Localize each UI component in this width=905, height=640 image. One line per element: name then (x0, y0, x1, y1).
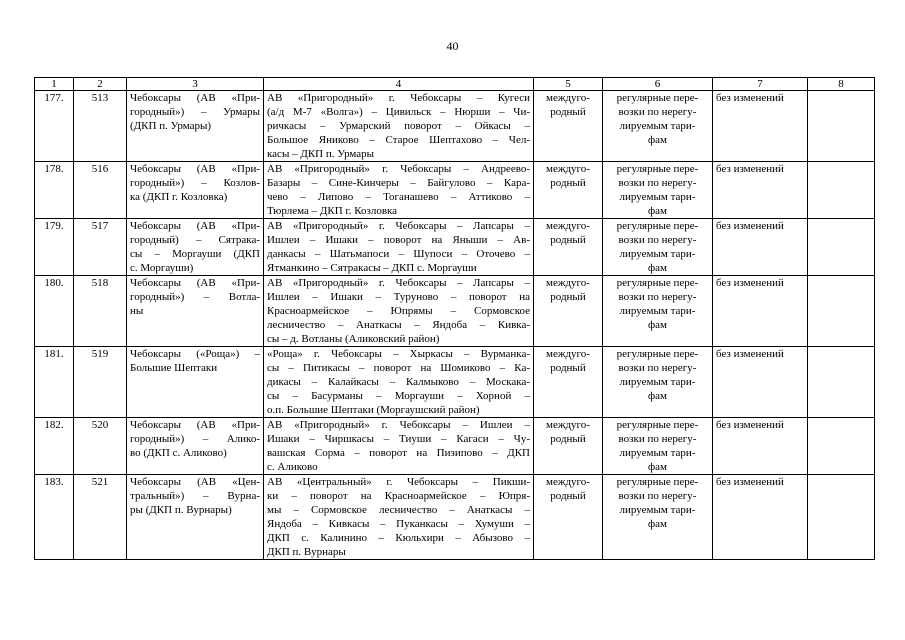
transport-type-cell-line: регулярные пере- (616, 419, 699, 431)
route-stops-cell-line: касы – ДКП п. Урмары (267, 148, 375, 160)
note-cell (808, 475, 875, 560)
note-cell (808, 91, 875, 162)
row-number-cell: 179. (35, 219, 74, 276)
table-row (35, 276, 875, 347)
route-name-cell-line: городный») – Козлов- (130, 177, 260, 189)
route-name-cell-line: Чебоксары (АВ «При- (130, 277, 260, 289)
route-stops-cell-line: вашская Сорма – поворот на Пизипово – ДКП (267, 447, 530, 459)
route-name-cell-line: ка (ДКП г. Козловка) (130, 191, 228, 203)
route-name-cell-line: городный») – Урмары (130, 106, 260, 118)
route-kind-cell-line: междуго- (546, 348, 590, 360)
transport-type-cell-line: возки по нерегу- (618, 362, 697, 374)
header-cell: 7 (713, 78, 808, 91)
route-kind-cell-line: родный (550, 433, 586, 445)
header-cell: 8 (808, 78, 875, 91)
transport-type-cell-line: возки по нерегу- (618, 177, 697, 189)
route-stops-cell-line: Ишаки – Чиршкасы – Тиуши – Кагаси – Чу- (267, 433, 530, 445)
transport-type-cell-line: регулярные пере- (616, 348, 699, 360)
transport-type-cell (603, 276, 713, 347)
route-stops-cell-line: АВ «Пригородный» г. Чебоксары – Кугеси (267, 92, 530, 104)
route-stops-cell-line: сы – д. Вотланы (Аликовский район) (267, 333, 440, 345)
transport-type-cell-line: возки по нерегу- (618, 433, 697, 445)
route-stops-cell-line: с. Аликово (267, 461, 318, 473)
route-stops-cell (264, 219, 534, 276)
route-kind-cell-line: родный (550, 177, 586, 189)
route-stops-cell-line: Ишлеи – Ишаки – поворот на Яныши – Ав- (267, 234, 530, 246)
transport-type-cell-line: лируемым тари- (619, 447, 696, 459)
route-stops-cell (264, 276, 534, 347)
table-row (35, 162, 875, 219)
route-name-cell-line: тральный») – Вурна- (130, 490, 260, 502)
route-stops-cell-line: Ятманкино – Сятракасы – ДКП с. Моргауши (267, 262, 477, 274)
route-kind-cell-line: междуго- (546, 163, 590, 175)
route-number-cell: 519 (74, 347, 127, 418)
transport-type-cell (603, 418, 713, 475)
route-kind-cell-line: родный (550, 291, 586, 303)
route-stops-cell-line: о.п. Большие Шептаки (Моргаушский район) (267, 404, 480, 416)
route-stops-cell-line: Базары – Сине-Кинчеры – Байгулово – Кара- (267, 177, 530, 189)
route-stops-cell-line: лесничество – Анаткасы – Яндоба – Кивка- (267, 319, 530, 331)
note-cell (808, 162, 875, 219)
route-stops-cell (264, 347, 534, 418)
route-number-cell: 516 (74, 162, 127, 219)
transport-type-cell-line: регулярные пере- (616, 92, 699, 104)
route-stops-cell-line: ДКП с. Калинино – Кюльхири – Абызово – (267, 532, 530, 544)
transport-type-cell-line: фам (648, 205, 667, 217)
route-stops-cell-line: АВ «Центральный» г. Чебоксары – Пикши- (267, 476, 530, 488)
header-cell: 2 (74, 78, 127, 91)
route-name-cell (127, 162, 264, 219)
routes-table (34, 77, 875, 560)
change-cell: без изменений (713, 475, 808, 560)
row-number-cell: 182. (35, 418, 74, 475)
route-kind-cell (534, 475, 603, 560)
route-name-cell-line: Чебоксары (АВ «Цен- (130, 476, 260, 488)
route-stops-cell-line: сы – Басурманы – Моргауши – Хорной – (267, 390, 530, 402)
transport-type-cell-line: фам (648, 461, 667, 473)
transport-type-cell-line: лируемым тари- (619, 248, 696, 260)
transport-type-cell-line: регулярные пере- (616, 277, 699, 289)
transport-type-cell (603, 475, 713, 560)
route-stops-cell (264, 91, 534, 162)
route-name-cell-line: с. Моргауши) (130, 262, 194, 274)
route-name-cell-line: ры (ДКП п. Вурнары) (130, 504, 232, 516)
route-number-cell: 517 (74, 219, 127, 276)
note-cell (808, 418, 875, 475)
transport-type-cell-line: лируемым тари- (619, 376, 696, 388)
transport-type-cell-line: фам (648, 390, 667, 402)
route-kind-cell (534, 418, 603, 475)
route-stops-cell-line: чево – Липово – Тоганашево – Аттиково – (267, 191, 530, 203)
route-stops-cell-line: АВ «Пригородный» г. Чебоксары – Лапсары – (267, 277, 530, 289)
route-stops-cell-line: АВ «Пригородный» г. Чебоксары – Андреево- (267, 163, 530, 175)
route-kind-cell-line: родный (550, 362, 586, 374)
table-row (35, 219, 875, 276)
transport-type-cell-line: возки по нерегу- (618, 291, 697, 303)
route-number-cell: 518 (74, 276, 127, 347)
header-cell: 6 (603, 78, 713, 91)
transport-type-cell-line: регулярные пере- (616, 476, 699, 488)
header-row (35, 78, 875, 91)
transport-type-cell (603, 91, 713, 162)
change-cell: без изменений (713, 276, 808, 347)
transport-type-cell (603, 347, 713, 418)
transport-type-cell-line: фам (648, 262, 667, 274)
transport-type-cell-line: возки по нерегу- (618, 490, 697, 502)
transport-type-cell-line: лируемым тари- (619, 305, 696, 317)
route-kind-cell (534, 347, 603, 418)
route-stops-cell-line: мы – Сормовское лесничество – Анаткасы – (267, 504, 530, 516)
transport-type-cell-line: фам (648, 134, 667, 146)
route-stops-cell-line: Большое Яниково – Старое Шептахово – Чел- (267, 134, 530, 146)
route-stops-cell-line: сы – Питикасы – поворот на Шомиково – Ка- (267, 362, 530, 374)
route-name-cell-line: Чебоксары (АВ «При- (130, 419, 260, 431)
route-kind-cell-line: родный (550, 106, 586, 118)
route-name-cell (127, 219, 264, 276)
route-kind-cell-line: междуго- (546, 220, 590, 232)
transport-type-cell-line: возки по нерегу- (618, 234, 697, 246)
transport-type-cell-line: лируемым тари- (619, 504, 696, 516)
route-name-cell-line: городный) – Сятрака- (130, 234, 260, 246)
route-kind-cell-line: междуго- (546, 277, 590, 289)
route-name-cell (127, 347, 264, 418)
table-row (35, 418, 875, 475)
route-name-cell (127, 91, 264, 162)
route-name-cell-line: Большие Шептаки (130, 362, 218, 374)
route-name-cell-line: Чебоксары (АВ «При- (130, 163, 260, 175)
route-stops-cell-line: данкасы – Шатьмапоси – Шупоси – Оточево – (267, 248, 530, 260)
table-row (35, 91, 875, 162)
transport-type-cell-line: регулярные пере- (616, 163, 699, 175)
route-stops-cell-line: дикасы – Калайкасы – Калмыково – Москака- (267, 376, 530, 388)
header-cell: 1 (35, 78, 74, 91)
route-kind-cell-line: междуго- (546, 92, 590, 104)
page-number: 40 (446, 39, 459, 53)
transport-type-cell-line: возки по нерегу- (618, 106, 697, 118)
transport-type-cell (603, 162, 713, 219)
row-number-cell: 177. (35, 91, 74, 162)
transport-type-cell-line: регулярные пере- (616, 220, 699, 232)
route-name-cell-line: Чебоксары («Роща») – (130, 348, 260, 360)
route-kind-cell-line: родный (550, 490, 586, 502)
route-name-cell-line: городный») – Вотла- (130, 291, 260, 303)
route-name-cell (127, 276, 264, 347)
route-stops-cell-line: Ишлеи – Ишаки – Туруново – поворот на (267, 291, 530, 303)
header-cell: 5 (534, 78, 603, 91)
route-stops-cell (264, 162, 534, 219)
route-stops-cell-line: (а/д М-7 «Волга») – Цивильск – Нюрши – Чи- (267, 106, 530, 118)
route-stops-cell (264, 475, 534, 560)
change-cell: без изменений (713, 91, 808, 162)
row-number-cell: 183. (35, 475, 74, 560)
row-number-cell: 181. (35, 347, 74, 418)
route-kind-cell (534, 162, 603, 219)
route-name-cell-line: городный») – Алико- (130, 433, 260, 445)
note-cell (808, 219, 875, 276)
route-name-cell-line: во (ДКП с. Аликово) (130, 447, 227, 459)
route-stops-cell-line: ДКП п. Вурнары (267, 546, 346, 558)
route-name-cell-line: ны (130, 305, 144, 317)
table-row (35, 475, 875, 560)
note-cell (808, 347, 875, 418)
route-stops-cell-line: ки – поворот на Красноармейское – Юпря- (267, 490, 530, 502)
transport-type-cell (603, 219, 713, 276)
route-name-cell (127, 475, 264, 560)
route-stops-cell-line: Красноармейское – Юпрямы – Сормовское (267, 305, 530, 317)
change-cell: без изменений (713, 418, 808, 475)
route-kind-cell-line: родный (550, 234, 586, 246)
table-row (35, 347, 875, 418)
route-stops-cell-line: АВ «Пригородный» г. Чебоксары – Ишлеи – (267, 419, 530, 431)
route-stops-cell-line: Тюрлема – ДКП г. Козловка (267, 205, 398, 217)
transport-type-cell-line: фам (648, 319, 667, 331)
header-cell: 4 (264, 78, 534, 91)
route-stops-cell-line: «Роща» г. Чебоксары – Хыркасы – Вурманка- (267, 348, 530, 360)
route-stops-cell-line: Яндоба – Кивкасы – Пуканкасы – Хумуши – (267, 518, 530, 530)
route-name-cell-line: сы – Моргауши (ДКП (130, 248, 260, 260)
route-number-cell: 513 (74, 91, 127, 162)
route-kind-cell-line: междуго- (546, 419, 590, 431)
note-cell (808, 276, 875, 347)
route-stops-cell-line: ричкасы – Урмарский поворот – Ойкасы – (267, 120, 530, 132)
route-number-cell: 521 (74, 475, 127, 560)
route-name-cell-line: Чебоксары (АВ «При- (130, 220, 260, 232)
route-name-cell-line: (ДКП п. Урмары) (130, 120, 212, 132)
route-kind-cell (534, 91, 603, 162)
route-kind-cell (534, 219, 603, 276)
route-name-cell-line: Чебоксары (АВ «При- (130, 92, 260, 104)
row-number-cell: 178. (35, 162, 74, 219)
route-stops-cell (264, 418, 534, 475)
route-number-cell: 520 (74, 418, 127, 475)
change-cell: без изменений (713, 347, 808, 418)
transport-type-cell-line: лируемым тари- (619, 191, 696, 203)
route-kind-cell-line: междуго- (546, 476, 590, 488)
transport-type-cell-line: фам (648, 518, 667, 530)
route-kind-cell (534, 276, 603, 347)
header-cell: 3 (127, 78, 264, 91)
row-number-cell: 180. (35, 276, 74, 347)
change-cell: без изменений (713, 162, 808, 219)
route-name-cell (127, 418, 264, 475)
route-stops-cell-line: АВ «Пригородный» г. Чебоксары – Лапсары – (267, 220, 530, 232)
transport-type-cell-line: лируемым тари- (619, 120, 696, 132)
change-cell: без изменений (713, 219, 808, 276)
